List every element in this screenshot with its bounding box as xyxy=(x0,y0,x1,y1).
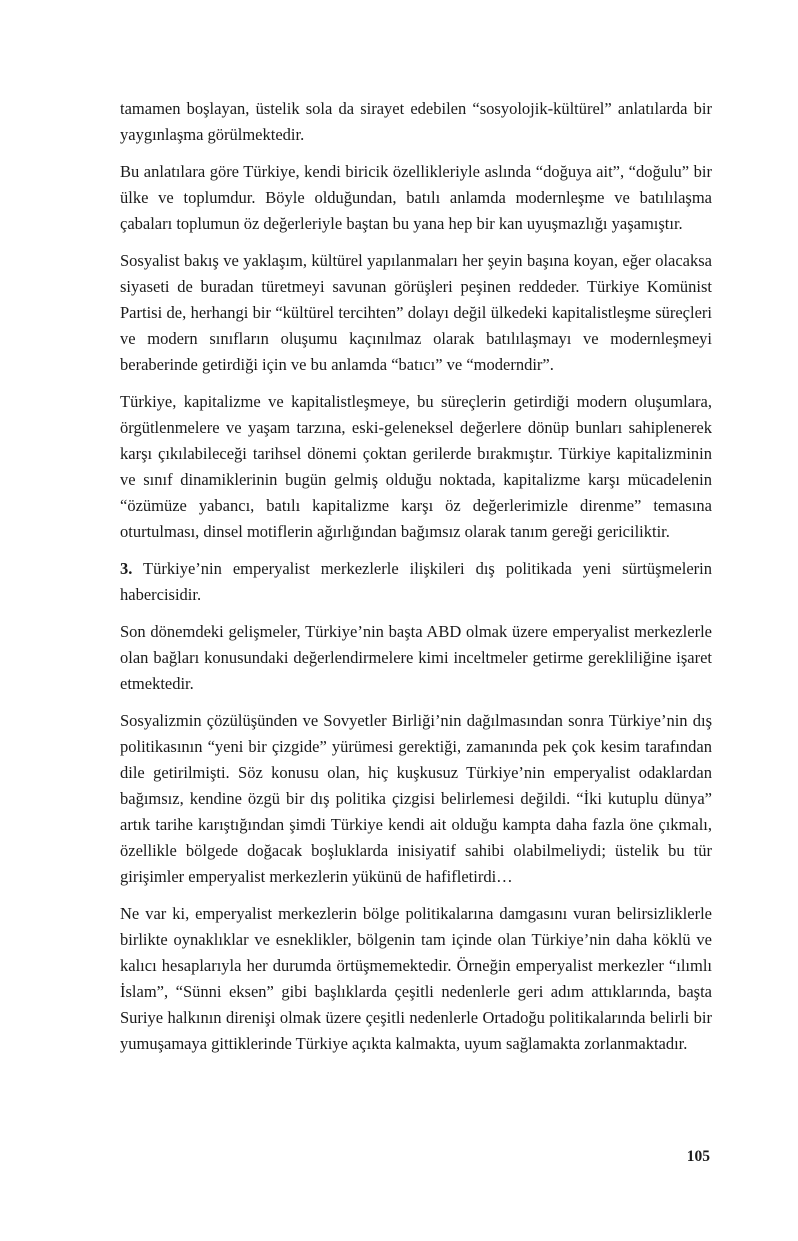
section-number: 3. xyxy=(120,559,133,578)
paragraph: Son dönemdeki gelişmeler, Türkiye’nin başta ABD olmak üzere emperyalist merkezlerle olan bağları konusundaki değerlendirmelere kimi inceltmeler getirme gerekliliğine işaret etmektedir. xyxy=(120,622,712,693)
body-text xyxy=(120,96,712,1057)
paragraph: Türkiye, kapitalizme ve kapitalistleşmeye, bu süreçlerin getirdiği modern oluşumlara, örgütlenmelere ve yaşam tarzına, eski-geleneksel değerlere dönüp bunları sahiplenerek karşı çıkılabileceği tarihsel dönemi çoktan gerilerde bırakmıştır. Türkiye kapitalizminin ve sınıf dinamiklerinin bugün gelmiş olduğu noktada, kapitalizme karşı mücadelenin “özümüze yabancı, batılı kapitalizme karşı öz değerlerimizle direnme” temasına oturtulması, dinsel motiflerin ağırlığından bağımsız olarak tanım gereği gericiliktir. xyxy=(120,392,712,541)
paragraph: Sosyalizmin çözülüşünden ve Sovyetler Birliği’nin dağılmasından sonra Türkiye’nin dış politikasının “yeni bir çizgide” yürümesi gerektiği, zamanında pek çok kesim tarafından dile getirilmişti. Söz konusu olan, hiç kuşkusuz Türkiye’nin emperyalist odaklardan bağımsız, kendine özgü bir dış politika çizgisi belirlemesi değildi. “İki kutuplu dünya” artık tarihe karıştığından şimdi Türkiye kendi ait olduğu kampta daha fazla öne çıkmalı, özellikle bölgede doğacak boşluklarda inisiyatif sahibi olabilmeliydi; üstelik bu tür girişimler emperyalist merkezlerin yükünü de hafifletirdi… xyxy=(120,711,712,886)
section-heading-paragraph xyxy=(120,556,712,608)
paragraph: Ne var ki, emperyalist merkezlerin bölge politikalarına damgasını vuran belirsizliklerle birlikte oynaklıklar ve esneklikler, bölgenin tam içinde olan Türkiye’nin daha köklü ve kalıcı hesaplarıyla her durumda örtüşmemektedir. Örneğin emperyalist merkezler “ılımlı İslam”, “Sünni eksen” gibi başlıklarda çeşitli nedenlerle geri adım attıklarında, başta Suriye halkının direnişi olmak üzere çeşitli nedenlerle Ortadoğu politikalarında belirli bir yumuşamaya gittiklerinde Türkiye açıkta kalmakta, uyum sağlamakta zorlanmaktadır. xyxy=(120,904,712,1053)
paragraph: tamamen boşlayan, üstelik sola da sirayet edebilen “sosyolojik-kültürel” anlatılarda bir yaygınlaşma görülmektedir. xyxy=(120,99,712,144)
section-heading-text: Türkiye’nin emperyalist merkezlerle ilişkileri dış politikada yeni sürtüşmelerin habercisidir. xyxy=(120,559,712,604)
paragraph: Sosyalist bakış ve yaklaşım, kültürel yapılanmaları her şeyin başına koyan, eğer olacaksa siyaseti de buradan türetmeyi savunan görüşleri peşinen reddeder. Türkiye Komünist Partisi de, herhangi bir “kültürel tercihten” dolayı değil ülkedeki kapitalistleşme süreçleri ve modern sınıfların oluşumu kaçınılmaz olarak batılılaşmayı ve modernleşmeyi beraberinde getirdiği için ve bu anlamda “batıcı” ve “moderndir”. xyxy=(120,251,712,374)
paragraph: Bu anlatılara göre Türkiye, kendi biricik özellikleriyle aslında “doğuya ait”, “doğulu” bir ülke ve toplumdur. Böyle olduğundan, batılı anlamda modernleşme ve batılılaşma çabaları toplumun öz değerleriyle baştan bu yana hep bir kan uyuşmazlığı yaşamıştır. xyxy=(120,162,712,233)
page-number: 105 xyxy=(686,1148,710,1165)
